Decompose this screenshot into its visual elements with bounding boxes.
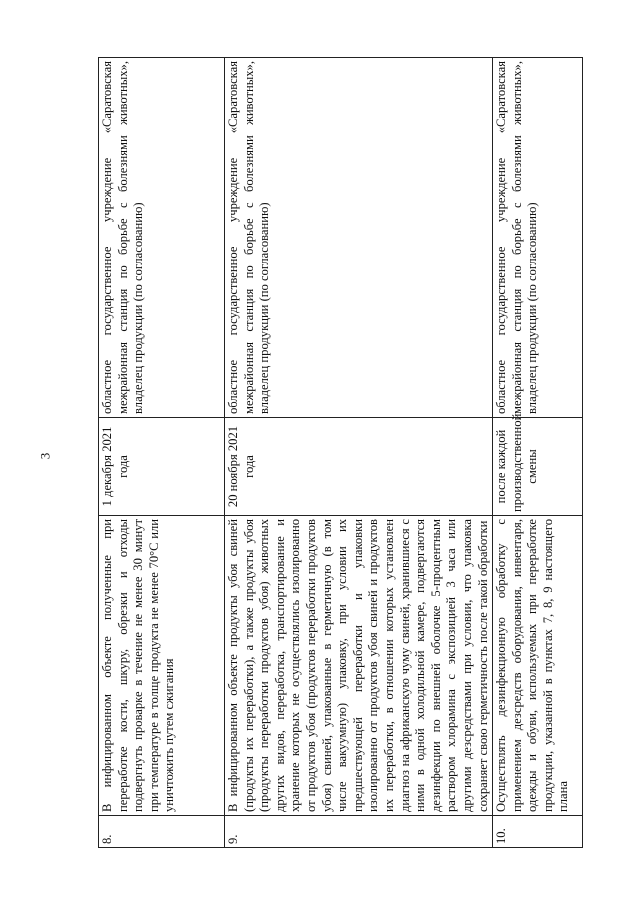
row-executor: областное государственное учреждение «Саратовская межрайонная станция по борьбе с болезнями животных», владелец продукции (по согласованию) — [493, 58, 583, 418]
row-action: В инфицированном объекте продукты убоя свиней (продукты их переработки), а также продукты убоя (продукты переработки продуктов убоя) животных других видов, переработка, транспортирование и хранение которых не осуществлялись изолированно от продуктов убоя (продуктов переработки продуктов убоя) свиней, упакованные в герметичную (в том числе вакуумную) упаковку, при условии их предшествующей переработки и упаковки изолированно от продуктов убоя свиней и продуктов их переработки, в отношении которых установлен диагноз на африканскую чуму свиней, хранившиеся с ними в одной холодильной камере, подвергаются дезинфекции по внешней оболочке 5-процентным раствором хлорамина с экспозицией 3 часа или другими дезсредствами при условии, что упаковка сохраняет свою герметичность после такой обработки — [225, 516, 493, 816]
rotated-table-container — [98, 58, 572, 848]
table-row — [99, 58, 225, 848]
row-executor: областное государственное учреждение «Саратовская межрайонная станция по борьбе с болезнями животных», владелец продукции (по согласованию) — [99, 58, 225, 418]
row-number: 9. — [225, 816, 493, 848]
table-row — [225, 58, 493, 848]
row-term: 1 декабря 2021 года — [99, 418, 225, 516]
row-term: после каждой производственной смены — [493, 418, 583, 516]
measures-table — [98, 57, 583, 848]
row-executor: областное государственное учреждение «Саратовская межрайонная станция по борьбе с болезнями животных», владелец продукции (по согласованию) — [225, 58, 493, 418]
row-number: 8. — [99, 816, 225, 848]
row-term: 20 ноября 2021 года — [225, 418, 493, 516]
row-action: Осуществлять дезинфекционную обработку с применением дезсредств оборудования, инвентаря, одежды и обуви, используемых при переработке продукции, указанной в пунктах 7, 8, 9 настоящего плана — [493, 516, 583, 816]
page-number: 3 — [37, 452, 53, 460]
row-action: В инфицированном объекте полученные при переработке кости, шкуру, обрезки и отходы подвергнуть проварке в течение не менее 30 минут при температуре в толще продукта не менее 70°С или уничтожить путем сжигания — [99, 516, 225, 816]
row-number: 10. — [493, 816, 583, 848]
table-row — [493, 58, 583, 848]
